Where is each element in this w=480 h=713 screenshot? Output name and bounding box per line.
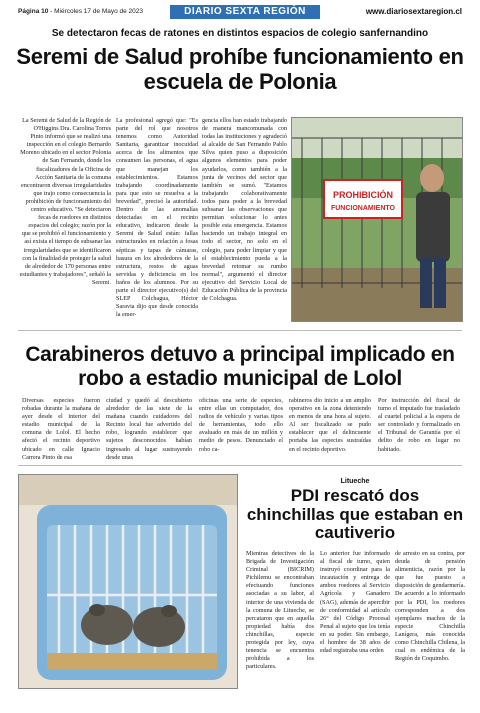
article2-headline: Carabineros detuvo a principal implicado en robo a estadio municipal de Lolol bbox=[25, 343, 455, 390]
chinchillas-photo bbox=[18, 474, 238, 689]
article2-column-4: rabineros dio inicio a un amplio operativo en la zona deteniendo en menos de una hora al sujeto. Al ser fiscalizado se pudo establecer que el delincuente portaba las especies sustraídas en el recinto deportivo. bbox=[289, 397, 371, 453]
article2-column-2: ciudad y quedó al descubierto alrededor de las siete de la mañana cuando cuidadores del Recinto local fue advertido del robo, logrando establecer que sujetos desconocidos habían ingresado al lugar sustrayendo desde unas bbox=[106, 397, 192, 461]
article2-column-3: oficinas una serie de especies, entre ellas un computador, dos radios de vehículo y varias tipos de herramientas, todo ello avaluado en más de un millón y medio de pesos. Denunciado el robo ca- bbox=[199, 397, 283, 453]
article1-column-3: gencia ellos han estado trabajando de manera mancomunada con todas las instituciones y agradeció al alcalde de San Fernando Pablo Silva quien puso a disposición algunos elementos para poder ayudarlos, como también a la junta de vecinos del sector que también se sumó. "Estamos trabajando colaborativamente todos para poder a la brevedad subsanar las observaciones que permitan solucionar lo antes posible esta emergencia. Estamos haciendo un trabajo integral en todo el sector, no solo en el colegio, para poder limpiar y que el establecimiento pueda a la brevedad retomar su rumbo normal", argumentó el director ejecutivo del Servicio Local de Educación Pública de la provincia de Colchagua. bbox=[202, 117, 287, 303]
svg-text:FUNCIONAMIENTO: FUNCIONAMIENTO bbox=[330, 205, 396, 212]
school-closure-photo bbox=[291, 117, 463, 322]
article2-column-1: Diversas especies fueron robadas durante la mañana de ayer desde el interior del estadio municipal de la comuna de Lolol. El hecho afectó el recinto deportivo ubicado en calle Ignacio Carrera Pinto de esa bbox=[22, 397, 100, 461]
page-info bbox=[18, 8, 143, 15]
article2-column-5: Por instrucción del fiscal de turno el imputado fue trasladado al cuartel policial a la espera de ser controlado y formalizado en el Tribunal de Garantía por el delito de robo en lugar no habitado. bbox=[378, 397, 460, 453]
article1-kicker: Se detectaron fecas de ratones en distintos espacios de colegio sanfernandino bbox=[51, 28, 429, 39]
page-header bbox=[18, 4, 462, 22]
article1-column-2: La profesional agregó que: "Es parte del rol que nosotros tenemos como Autoridad Sanitaria, garantizar inocuidad acerca de los alimentos que consumen las personas, el agua que manejan los establecimientos. Estamos trabajando coordinadamente para que esto se resuelva a la brevedad", precisó la autoridad. Dentro de las anomalías detectadas en el recinto educativo, indicaron desde la Seremi de Salud están: fallas estructurales en relación a fosas sépticas y tapas de cámaras, basura en los alrededores de la estructura, restos de aguas servidas y deficiencia en los baños de los alumnos. Por su parte el director ejecutivo(s) del SLEP Colchagua, Héctor Saravia dijo que desde conocida la emer- bbox=[116, 117, 198, 319]
article3-column-1: Mientras detectives de la Brigada de Investigación Criminal (BICRIM) Pichilemu se encontraban efectuando funciones asociadas a su labor, al interior de una vivienda de la comuna de Litueche, se percataron que en aquella propiedad había dos chinchillas, especie protegida por ley, cuya tenencia se encuentra prohibida a los particulares. bbox=[246, 550, 314, 671]
article3-column-3: de arresto en su contra, por deuda de pensión alimenticia, razón por la que fue puesto a disposición de gendarmería. De acuerdo a lo informado por la PDI, los roedores corresponden a dos ejemplares machos de la especie Chinchilla Lanígera, más conocida como Chinchilla Chilena, la cual es endémica de la Región de Coquimbo. bbox=[395, 550, 465, 663]
article3-headline: PDI rescató dos chinchillas que estaban en cautiverio bbox=[246, 486, 464, 542]
section-divider bbox=[18, 330, 462, 331]
article3-column-2: Lo anterior fue informado al fiscal de turno, quien instruyó coordinar para la incautación y entrega de ambos roedores al Servicio Agrícola y Ganadero (SAG), además de apercibir de conformidad al artículo 26° del Código Procesal Penal al sujeto que los tenía en su poder. Sin embargo, el hombre de 38 años de edad registraba una orden bbox=[320, 550, 390, 655]
section-divider bbox=[18, 465, 462, 466]
svg-text:PROHIBICIÓN: PROHIBICIÓN bbox=[332, 190, 394, 200]
website-link[interactable]: www.diariosextaregion.cl bbox=[365, 7, 462, 16]
article1-column-1: La Seremi de Salud de la Región de O'Higgins Dra. Carolina Torres Pinto informó que se realizó una inspección en el colegio Bernardo Moreno ubicado en el sector Polonia de San Fernando, donde los fiscalizadores de la Oficina de Acción Sanitaria de la comuna encontraron diversas irregularidades que trajo como consecuencia la prohibición de funcionamiento del centro educativo. "Se detectaron fecas de roedores en distintos espacios del colegio; razón por la que se prohibió el funcionamiento y así exista el tiempo de subsanar las irregularidades que se identificaron con la finalidad de proteger la salud de alrededor de 170 personas entre estudiantes y trabajadores", señaló la Seremi. bbox=[19, 117, 111, 286]
school-closure-illustration bbox=[292, 118, 463, 322]
masthead: DIARIO SEXTA REGIÓN bbox=[170, 5, 320, 19]
article1-headline: Seremi de Salud prohíbe funcionamiento en escuela de Polonia bbox=[16, 44, 464, 94]
article3-kicker: Litueche bbox=[340, 478, 370, 485]
page-number: Página 10 bbox=[18, 8, 49, 15]
issue-date: - Miércoles 17 de Mayo de 2023 bbox=[48, 8, 144, 15]
chinchillas-in-cage-illustration bbox=[19, 475, 238, 689]
